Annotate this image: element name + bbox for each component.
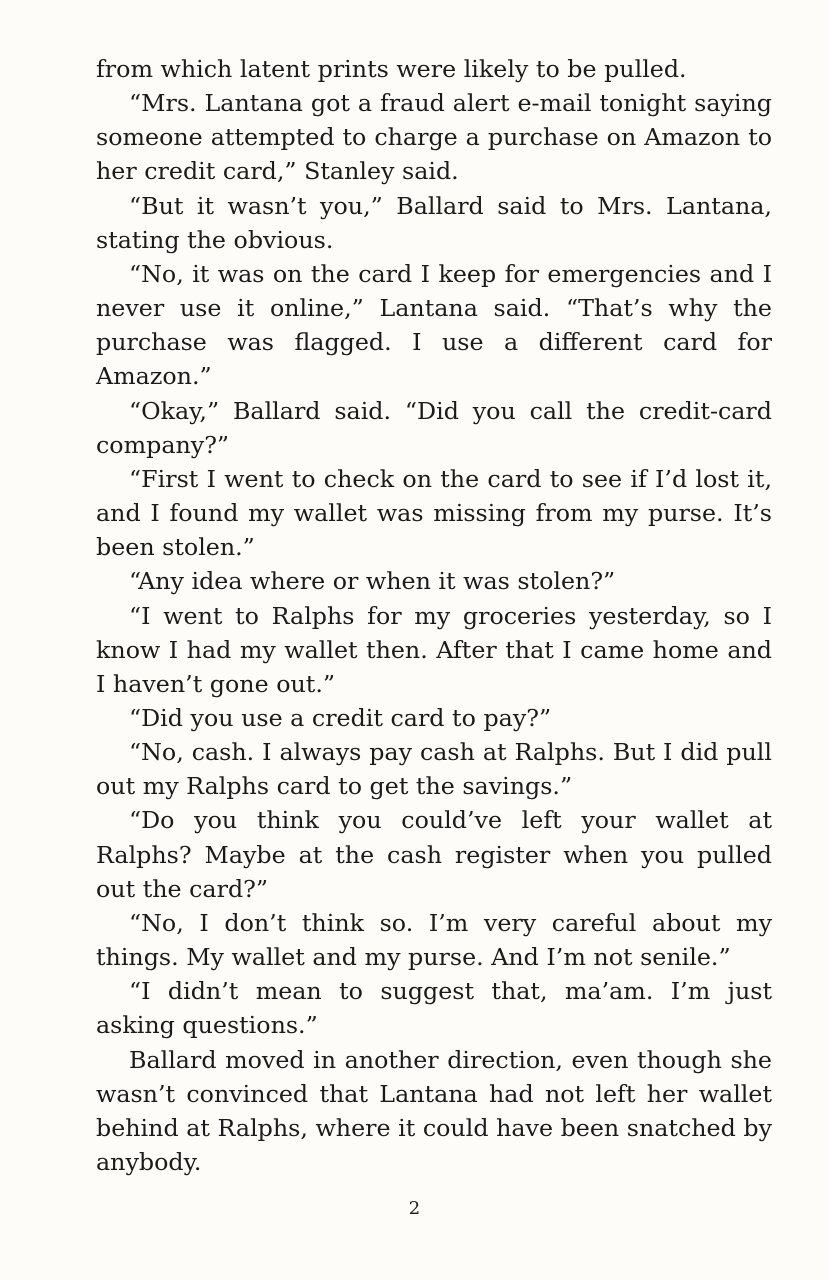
paragraph: “Do you think you could’ve left your wallet at Ralphs? Maybe at the cash register when you pulled out the card?” — [96, 806, 772, 903]
paragraph: “I didn’t mean to suggest that, ma’am. I’m just asking questions.” — [96, 977, 772, 1040]
paragraph: from which latent prints were likely to be pulled. — [96, 55, 687, 83]
paragraph: “Mrs. Lantana got a fraud alert e-mail tonight saying someone attempted to charge a purchase on Amazon to her credit card,” Stanley said. — [96, 89, 772, 186]
paragraph: “Okay,” Ballard said. “Did you call the credit-card company?” — [96, 396, 772, 459]
paragraph: “I went to Ralphs for my groceries yesterday, so I know I had my wallet then. After that I came home and I haven’t gone out.” — [96, 601, 772, 698]
paragraph: “Did you use a credit card to pay?” — [129, 703, 552, 732]
page-number: 2 — [408, 1198, 421, 1219]
body-text — [96, 52, 772, 1179]
paragraph: “No, cash. I always pay cash at Ralphs. But I did pull out my Ralphs card to get the savings.” — [96, 738, 772, 801]
paragraph: “Any idea where or when it was stolen?” — [129, 567, 616, 596]
paragraph: “No, it was on the card I keep for emergencies and I never use it online,” Lantana said. “That’s why the purchase was flagged. I use a different card for Amazon.” — [96, 259, 772, 391]
paragraph: “But it wasn’t you,” Ballard said to Mrs. Lantana, stating the obvious. — [96, 191, 772, 254]
paragraph: “First I went to check on the card to see if I’d lost it, and I found my wallet was missing from my purse. It’s been stolen.” — [96, 464, 772, 562]
paragraph: “No, I don’t think so. I’m very careful about my things. My wallet and my purse. And I’m not senile.” — [96, 908, 772, 972]
paragraph: Ballard moved in another direction, even though she wasn’t convinced that Lantana had not left her wallet behind at Ralphs, where it could have been snatched by anybody. — [96, 1045, 772, 1176]
